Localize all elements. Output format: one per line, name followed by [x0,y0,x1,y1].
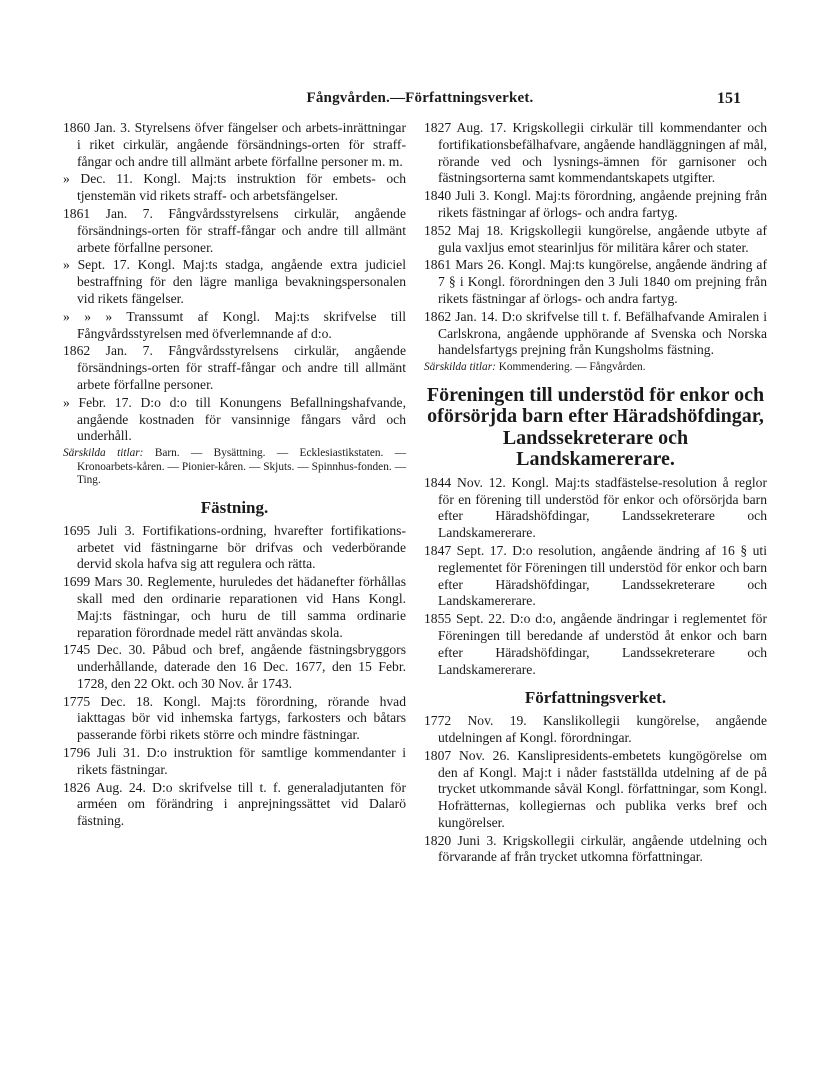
special-titles [424,361,767,375]
entry-item: 1807 Nov. 26. Kanslipresidents-embetets kungögörelse om den af Kongl. Maj:t i nåder fastställda utdelning af de på trycket utkommande såväl Kongl. författningar, som Kongl. Hofrätternas, kollegiernas och publika verks bref och kungörelser. [424,747,767,830]
entry-item: 1852 Maj 18. Krigskollegii kungörelse, angående utbyte af gula vaxljus emot stearinljus för militära kårer och stater. [424,222,767,255]
special-titles-text: Barn. — Bysättning. — Ecklesiastikstaten. — Kronoarbets-kåren. — Pionier-kåren. — Skjuts. — Spinnhus-fonden. — Ting. [77,447,406,487]
entry-item: 1862 Jan. 14. D:o skrifvelse till t. f. Befälhafvande Amiralen i Carlskrona, angående upphörande af Svenska och Norska handelsfartygs prejning från Kungsholms fästning. [424,308,767,358]
left-column [63,120,406,831]
entry-item: 1861 Jan. 7. Fångvårdsstyrelsens cirkulär, angående försändnings-orten för straff-fångar och andre till allmänt arbete förfallne personer. [63,205,406,255]
entry-item: 1796 Juli 31. D:o instruktion för samtlige kommendanter i rikets fästningar. [63,745,406,777]
section-heading-foreningen: Föreningen till understöd för enkor och oförsörjda barn efter Häradshöfdingar, Landssekreterare och Landskamererare. [426,383,765,471]
entry-item: 1775 Dec. 18. Kongl. Maj:ts förordning, rörande hvad iakttagas bör vid inhemska fartygs, farkosters och båtars passerande förbi rikets större och mindre fästningar. [63,693,406,743]
entry-item: 1820 Juni 3. Krigskollegii cirkulär, angående utdelning och förvarande af från trycket utkomna författningar. [424,832,767,865]
entry-item: 1695 Juli 3. Fortifikations-ordning, hvarefter fortifikations-arbetet vid fästningarne bör drifvas och vederbörande dervid skola hafva sig att regulera och rätta. [63,522,406,572]
entry-item: 1862 Jan. 7. Fångvårdsstyrelsens cirkulär, angående försändnings-orten för straff-fångar och andre till allmänt arbete förfallne personer. [63,343,406,392]
entry-item: 1844 Nov. 12. Kongl. Maj:ts stadfästelse-resolution å reglor för en förening till understöd för enkor och oförsörjda barn efter Häradshöfdingar, Landssekreterare och Landskamererare. [424,474,767,541]
entry-item: 1840 Juli 3. Kongl. Maj:ts förordning, angående prejning från rikets fästningar af örlogs- och andra fartyg. [424,188,767,220]
entry-item: 1860 Jan. 3. Styrelsens öfver fängelser och arbets-inrättningar i riket cirkulär, angående försändnings-orten för straff-fångar och andre till allmänt arbete förfallne personer m. m. [63,120,406,169]
entry-item: » Febr. 17. D:o d:o till Konungens Befallningshafvande, angående kostnaden för vansinnige fångars vård och underhåll. [63,394,406,444]
entry-item: » Dec. 11. Kongl. Maj:ts instruktion för embets- och tjenstemän vid rikets straff- och arbetsfängelser. [63,171,406,204]
page-number: 151 [717,90,741,107]
section-heading-fastning: Fästning. [200,497,269,517]
entry-item: » Sept. 17. Kongl. Maj:ts stadga, angående extra judiciel bestraffning för den lägre manliga bevakningspersonalen vid rikets fängelser. [63,257,406,306]
entry-item: 1772 Nov. 19. Kanslikollegii kungörelse, angående utdelningen af Kongl. förordningar. [424,713,767,745]
special-titles-text: Kommendering. — Fångvården. [498,361,646,374]
running-title: Fångvården.—Författningsverket. [306,90,534,106]
entry-item: 1861 Mars 26. Kongl. Maj:ts kungörelse, angående ändring af 7 § i Kongl. förordningen den 3 Juli 1840 om prejning från rikets fästningar af örlogs- och andra fartyg. [424,257,767,306]
entry-item: 1745 Dec. 30. Påbud och bref, angående fästningsbryggors underhållande, daterade den 16 Dec. 1677, den 15 Febr. 1728, den 22 Okt. och 30 Nov. år 1743. [63,642,406,691]
page-header [0,90,840,112]
entry-item: 1827 Aug. 17. Krigskollegii cirkulär till kommendanter och fortifikationsbefälhafvare, angående handläggningen af mål, rörande ved och lysnings-ämnen för garnisoner och fästningsorterna samt kommendantskapets utgifter. [424,120,767,186]
entry-item: 1855 Sept. 22. D:o d:o, angående ändringar i reglementet för Föreningen till beredande af understöd åt enkor och barn efter Häradshöfdingar, Landssekreterare och Landskamererare. [424,611,767,677]
entry-item: 1699 Mars 30. Reglemente, huruledes det hädanefter förhållas skall med den ordinarie reparationen vid Hans Kongl. Maj:ts fästningar, och huru de till samma ordinarie reparation förordnade medel rätt användas skola. [63,574,406,640]
special-titles-label: Särskilda titlar: [63,447,144,460]
special-titles [63,447,406,488]
right-column [424,120,767,867]
special-titles-label: Särskilda titlar: [424,361,496,374]
entry-item: » » » Transsumt af Kongl. Maj:ts skrifvelse till Fångvårdsstyrelsen med öfverlemnande af d:o. [63,308,406,341]
section-heading-forfattningsverket: Författningsverket. [524,688,667,708]
entry-item: 1826 Aug. 24. D:o skrifvelse till t. f. generaladjutanten för arméen om förändring i anprejningssättet vid Dalarö fästning. [63,779,406,829]
entry-item: 1847 Sept. 17. D:o resolution, angående ändring af 16 § uti reglementet för Föreningen till understöd för enkor och barn efter Häradshöfdingar, Landssekreterare och Landskamererare. [424,542,767,609]
